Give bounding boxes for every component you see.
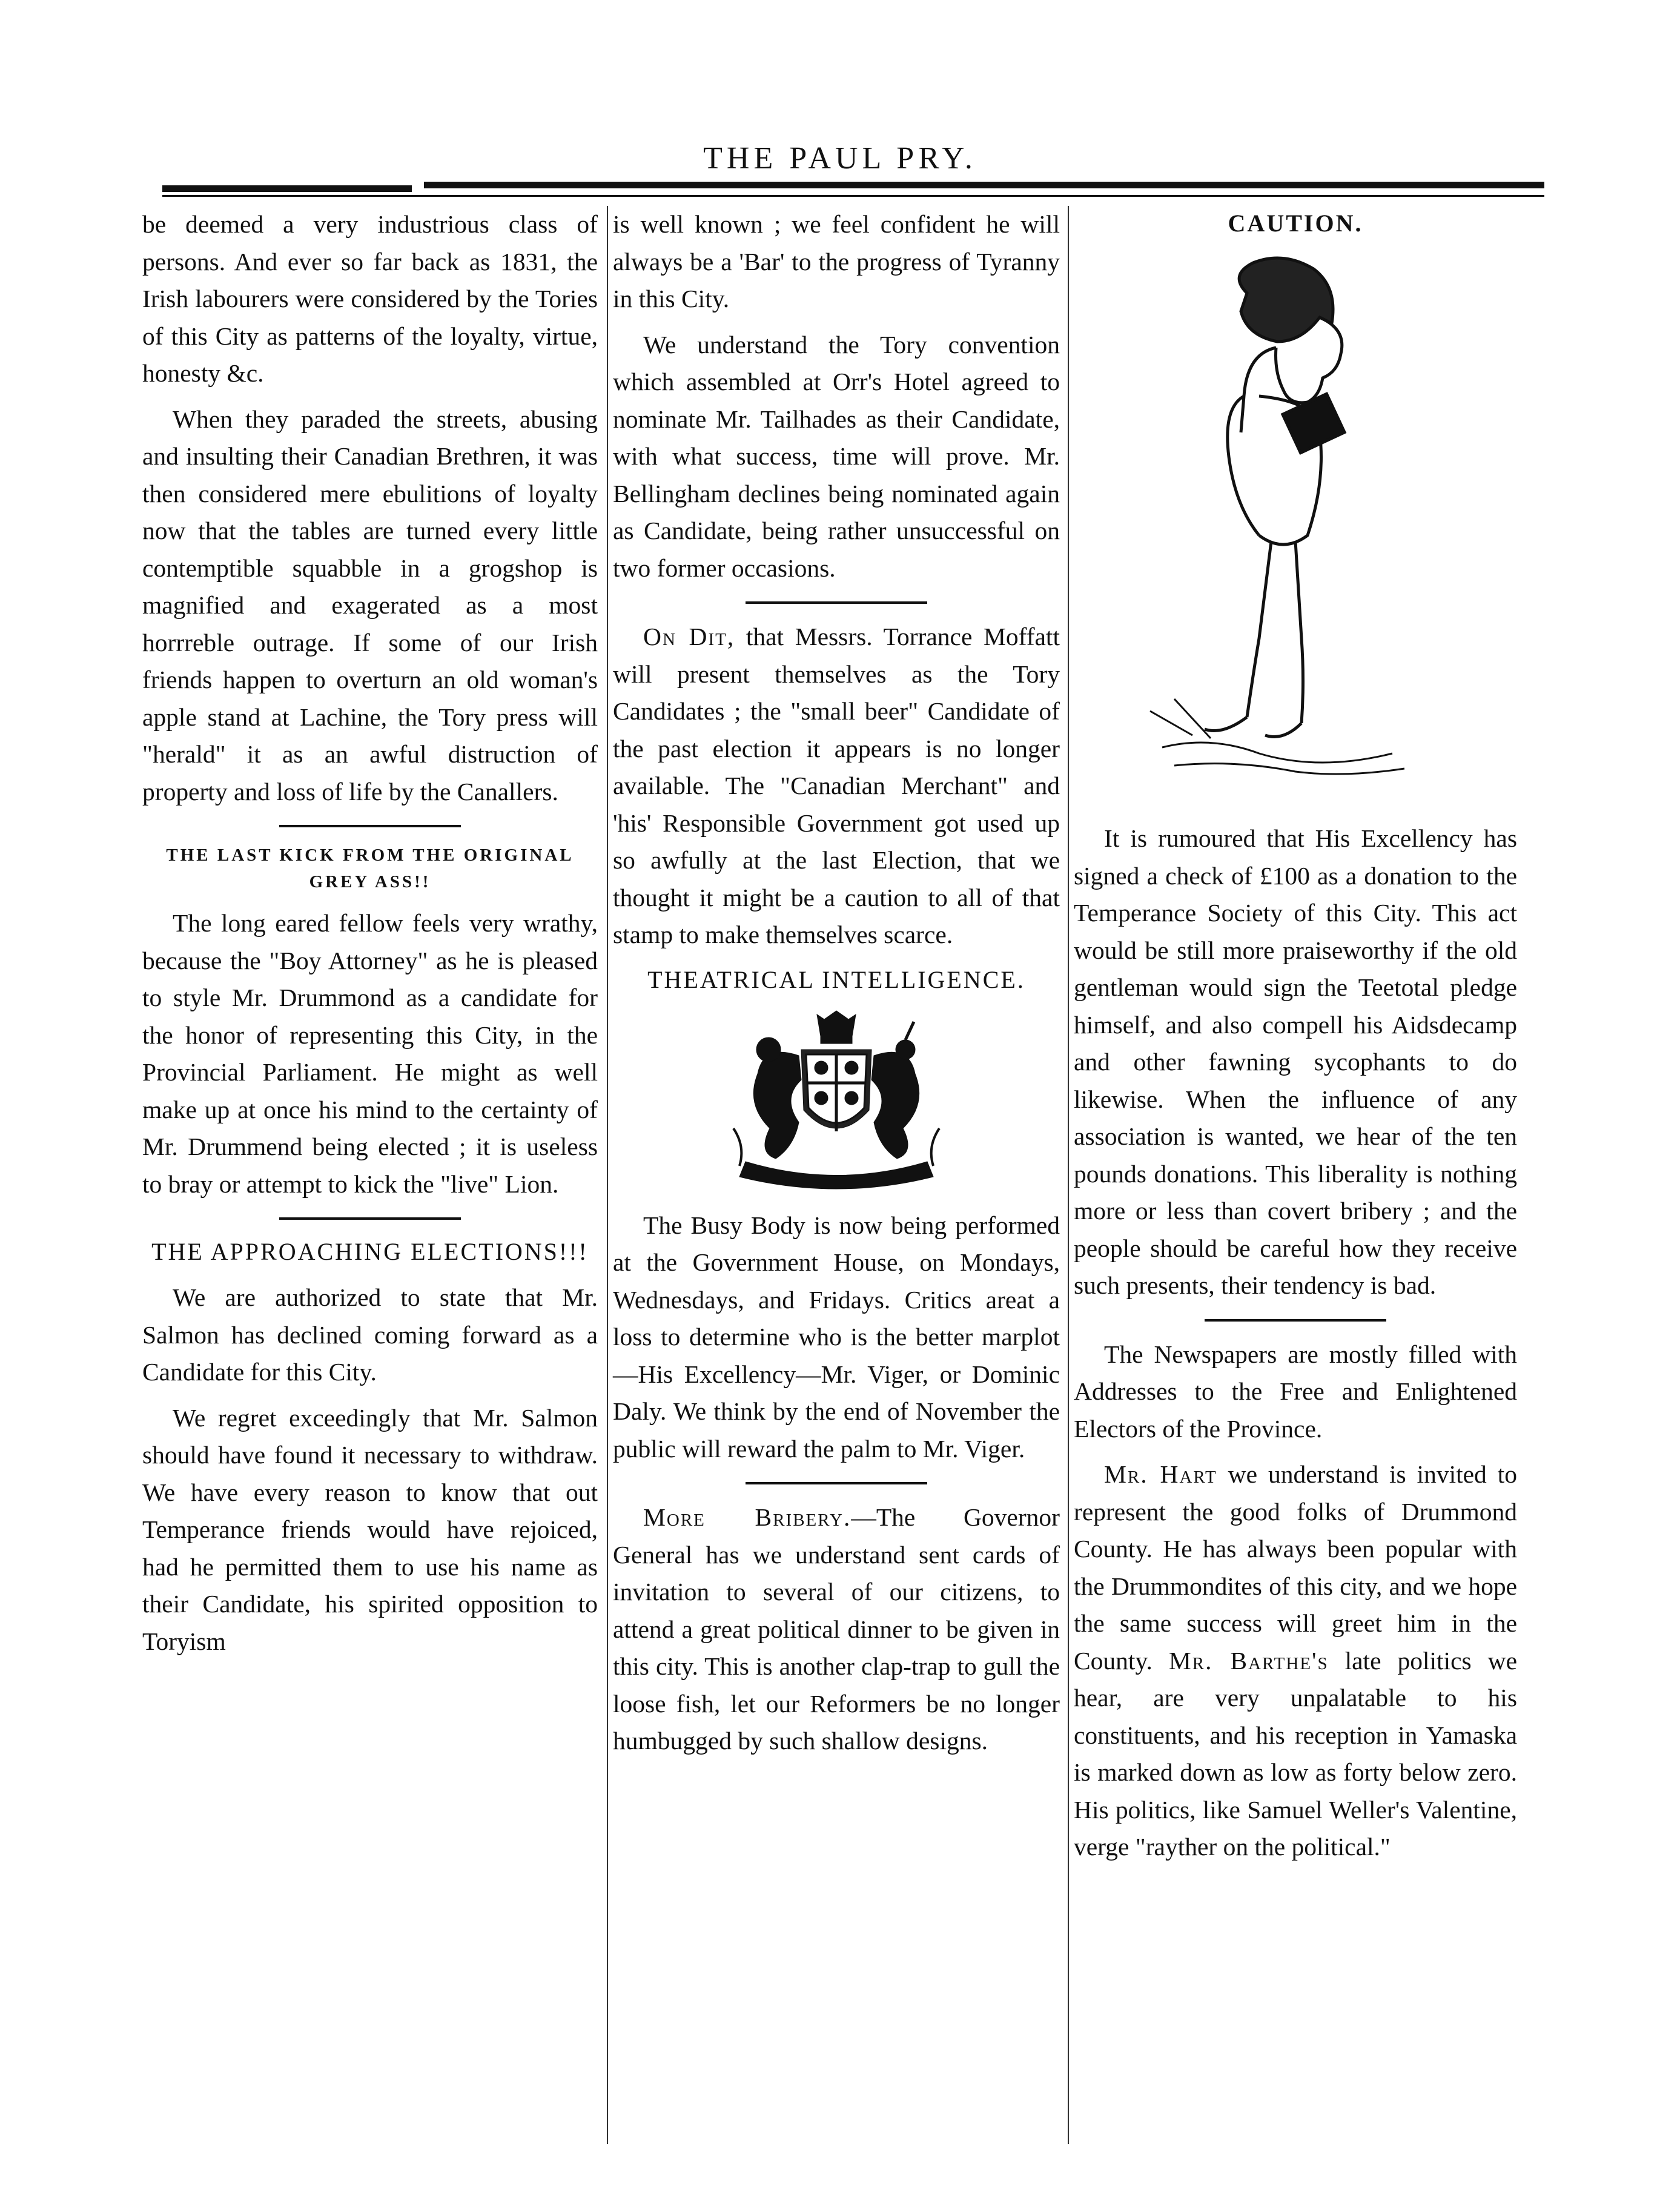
royal-coat-of-arms-illustration (721, 1007, 951, 1195)
col3-paragraph-1: It is rumoured that His Excellency has signed a check of £100 as a donation to the Temperance Society of this City. This act would be still more praiseworthy if the old gentleman would sign the Teetotal pledge himself, and also compell his Aidsdecamp and other fawning sycophants to do likewise. When the influence of any association is wanted, we hear of the ten pounds donations. This liberality is nothing more or less than covert bribery ; and the people should be careful how they receive such presents, their tendency is bad. (1074, 824, 1517, 1299)
col3-heading-caution: CAUTION. (1228, 210, 1363, 237)
masthead-rule-left (162, 185, 412, 192)
col2-paragraph-4: The Busy Body is now being performed at the Government House, on Mondays, Wednesdays, and Fridays. Critics areat a loss to determine who is the better marplot—His Excellency—Mr. Viger, or Dominic Daly. We think by the end of November the public will reward the palm to Mr. Viger. (613, 1211, 1060, 1463)
col1-paragraph-5: We regret exceedingly that Mr. Salmon should have found it necessary to withdraw. We have every reason to know that out Temperance friends would have rejoiced, had he permitted them to use his name as their Candidate, his spirited opposition to Toryism (142, 1403, 598, 1655)
separator-rule (1205, 1319, 1386, 1322)
col1-paragraph-1: be deemed a very industrious class of persons. And ever so far back as 1831, the Irish labourers were considered by the Tories of this City as patterns of the loyalty, virtue, honesty &c. (142, 210, 598, 387)
hart-lead: Mr. Hart (1104, 1460, 1217, 1488)
bribery-lead: More Bribery. (643, 1503, 852, 1531)
column-divider-1 (607, 206, 608, 2144)
col1-heading-last-kick: THE LAST KICK FROM THE ORIGINAL GREY ASS!! (166, 845, 574, 892)
col2-paragraph-bribery (613, 1499, 1060, 1760)
column-1 (142, 206, 598, 1669)
bribery-text: —The Governor General has we understand sent cards of invitation to several of our citizens, to attend a great political dinner to be given in this city. This is another clap-trap to gull the loose fish, let our Reformers be no longer humbugged by such shallow designs. (613, 1503, 1060, 1755)
separator-rule (279, 1217, 461, 1220)
separator-rule (279, 825, 461, 827)
col2-paragraph-on-dit (613, 618, 1060, 954)
on-dit-text: that Messrs. Torrance Moffatt will present themselves as the Tory Candidates ; the "small beer" Candidate of the past election it appears is no longer available. The "Canadian Merchant" and 'his' Responsible Government got used up so awfully at the last Election, that we thought it might be a caution to all of that stamp to make themselves scarce. (613, 623, 1060, 948)
separator-rule (746, 1482, 927, 1484)
masthead-title: THE PAUL PRY. (703, 141, 977, 176)
column-3 (1074, 206, 1517, 1874)
column-2 (613, 206, 1060, 1769)
separator-rule (746, 601, 927, 604)
column-divider-2 (1068, 206, 1069, 2144)
col2-paragraph-2: We understand the Tory convention which assembled at Orr's Hotel agreed to nominate Mr. Tailhades as their Candidate, with what success, time will prove. Mr. Bellingham declines being nominated again as Candidate, being rather unsuccessful on two former occasions. (613, 330, 1060, 582)
col1-paragraph-3: The long eared fellow feels very wrathy, because the "Boy Attorney" as he is pleased to style Mr. Drummond as a candidate for the honor of representing this City, in the Provincial Parliament. He might as well make up at once his mind to the certainty of Mr. Drummend being elected ; it is useless to bray or attempt to kick the "live" Lion. (142, 909, 598, 1198)
col3-paragraph-2: The Newspapers are mostly filled with Addresses to the Free and Enlightened Electors of the Province. (1074, 1340, 1517, 1443)
col2-heading-theatrical: THEATRICAL INTELLIGENCE. (647, 965, 1025, 993)
col1-paragraph-4: We are authorized to state that Mr. Salmon has declined coming forward as a Candidate for this City. (142, 1283, 598, 1386)
masthead-rule-right (424, 182, 1544, 188)
col1-paragraph-2: When they paraded the streets, abusing and insulting their Canadian Brethren, it was then considered mere ebulitions of loyalty now that the tables are turned every little contemptible squabble in a grogshop is magnified and exagerated as a most horrreble outrage. If some of our Irish friends happen to overturn an old woman's apple stand at Lachine, the Tory press will "herald" it as an awful distruction of property and loss of life by the Canallers. (142, 405, 598, 806)
on-dit-lead: On Dit, (643, 623, 735, 650)
hart-text: we understand is invited to represent the good folks of Drummond County. He has always been popular with the Drummondites of this city, and we hope the same success will greet him in the County. (1074, 1460, 1517, 1675)
col1-heading-approaching-elections: THE APPROACHING ELECTIONS!!! (151, 1238, 589, 1265)
col2-paragraph-1: is well known ; we feel confident he will always be a 'Bar' to the progress of Tyranny in this City. (613, 210, 1060, 313)
col3-paragraph-hart (1074, 1456, 1517, 1866)
barthe-lead: Mr. Barthe's (1168, 1646, 1329, 1675)
caricature-figure-illustration (1138, 251, 1453, 808)
barthe-text: late politics we hear, are very unpalatable to his constituents, and his reception in Yamaska is marked down as low as forty below zero. His politics, like Samuel Weller's Valentine, verge "rayther on the political." (1074, 1646, 1518, 1861)
masthead-rule-under (162, 195, 1544, 197)
